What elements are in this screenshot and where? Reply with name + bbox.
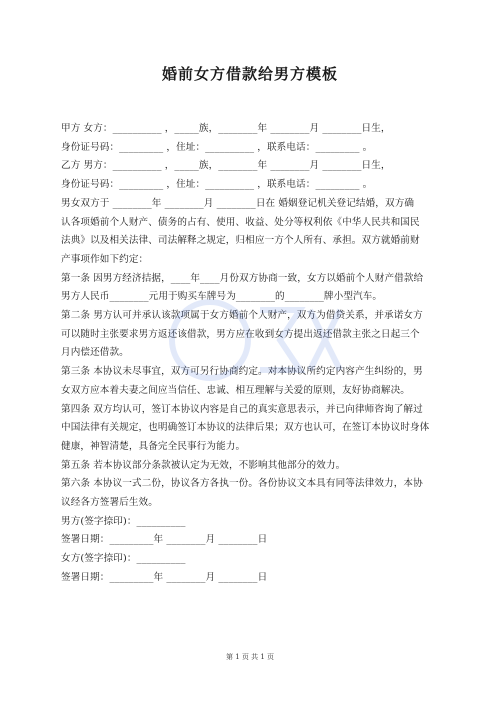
- page-footer: 第 1 页 共 1 页: [225, 653, 275, 661]
- article-3-line-2: 女双方应本着夫妻之间应当信任、忠诚、相互理解与关爱的原则，友好协商解决。: [61, 384, 410, 396]
- article-2-line-1: 第二条 男方认可并承认该款项属于女方婚前个人财产，双方为借贷关系，并承诺女方: [61, 310, 423, 322]
- article-5-line-1: 第五条 若本协议部分条款被认定为无效，不影响其他部分的效力。: [61, 459, 346, 471]
- document-body: [61, 120, 451, 588]
- preamble-line-4: 产事项作如下约定：: [61, 253, 149, 265]
- document-title: 婚前女方借款给男方模板: [161, 65, 338, 83]
- party-a-line-2: 身份证号码：_________ ，住址：__________ ，联系电话：_________ 。: [61, 141, 373, 153]
- male-signature-line: 男方(签字捺印)：__________: [61, 515, 186, 527]
- preamble-line-3: 法典》以及相关法律、司法解释之规定，归相应一方个人所有、承担。双方就婚前财: [61, 235, 420, 247]
- article-4-line-2: 中国法律有关规定，也明确签订本协议的法律后果；双方也认可，在签订本协议时身体: [61, 422, 430, 434]
- female-signature-line: 女方(签字捺印)：__________: [61, 553, 186, 565]
- article-1-line-2: 男方人民币________元用于购买车牌号为________的________牌小型汽车。: [61, 291, 383, 303]
- article-4-line-3: 健康，神智清楚，具备完全民事行为能力。: [61, 440, 246, 452]
- party-b-line-2: 身份证号码：_________ ，住址：__________ ，联系电话：_________ 。: [61, 179, 373, 191]
- article-6-line-1: 第六条 本协议一式二份，协议各方各执一份。各份协议文本具有同等法律效力，本协: [61, 478, 423, 490]
- article-2-line-3: 月内偿还借款。: [61, 347, 129, 359]
- article-1-line-1: 第一条 因男方经济拮据，____年____月份双方协商一致，女方以婚前个人财产借款给: [61, 272, 424, 284]
- article-3-line-1: 第三条 本协议未尽事宜，双方可另行协商约定。对本协议所约定内容产生纠纷的，男: [61, 366, 423, 378]
- article-4-line-1: 第四条 双方均认可，签订本协议内容是自己的真实意思表示，并已向律师咨询了解过: [61, 403, 423, 415]
- party-b-line-1: 乙方 男方：__________ ，_____族，________年 ________月 ________日生，: [61, 160, 391, 172]
- article-2-line-2: 可以随时主张要求男方返还该借款，男方应在收到女方提出返还借款主张之日起三个: [61, 328, 420, 340]
- preamble-line-2: 认各项婚前个人财产、债务的占有、使用、收益、处分等权利依《中华人民共和国民: [61, 216, 420, 228]
- female-sign-date-line: 签署日期：_________年 ________月 ________日: [61, 571, 268, 583]
- male-sign-date-line: 签署日期：_________年 ________月 ________日: [61, 534, 268, 546]
- preamble-line-1: 男女双方于 ________年 ________月 ________日在 婚姻登记机关登记结婚，双方确: [61, 197, 415, 209]
- party-a-line-1: 甲方 女方：__________ ，_____族，________年 ________月 ________日生，: [61, 123, 391, 134]
- article-6-line-2: 议经各方签署后生效。: [61, 497, 158, 509]
